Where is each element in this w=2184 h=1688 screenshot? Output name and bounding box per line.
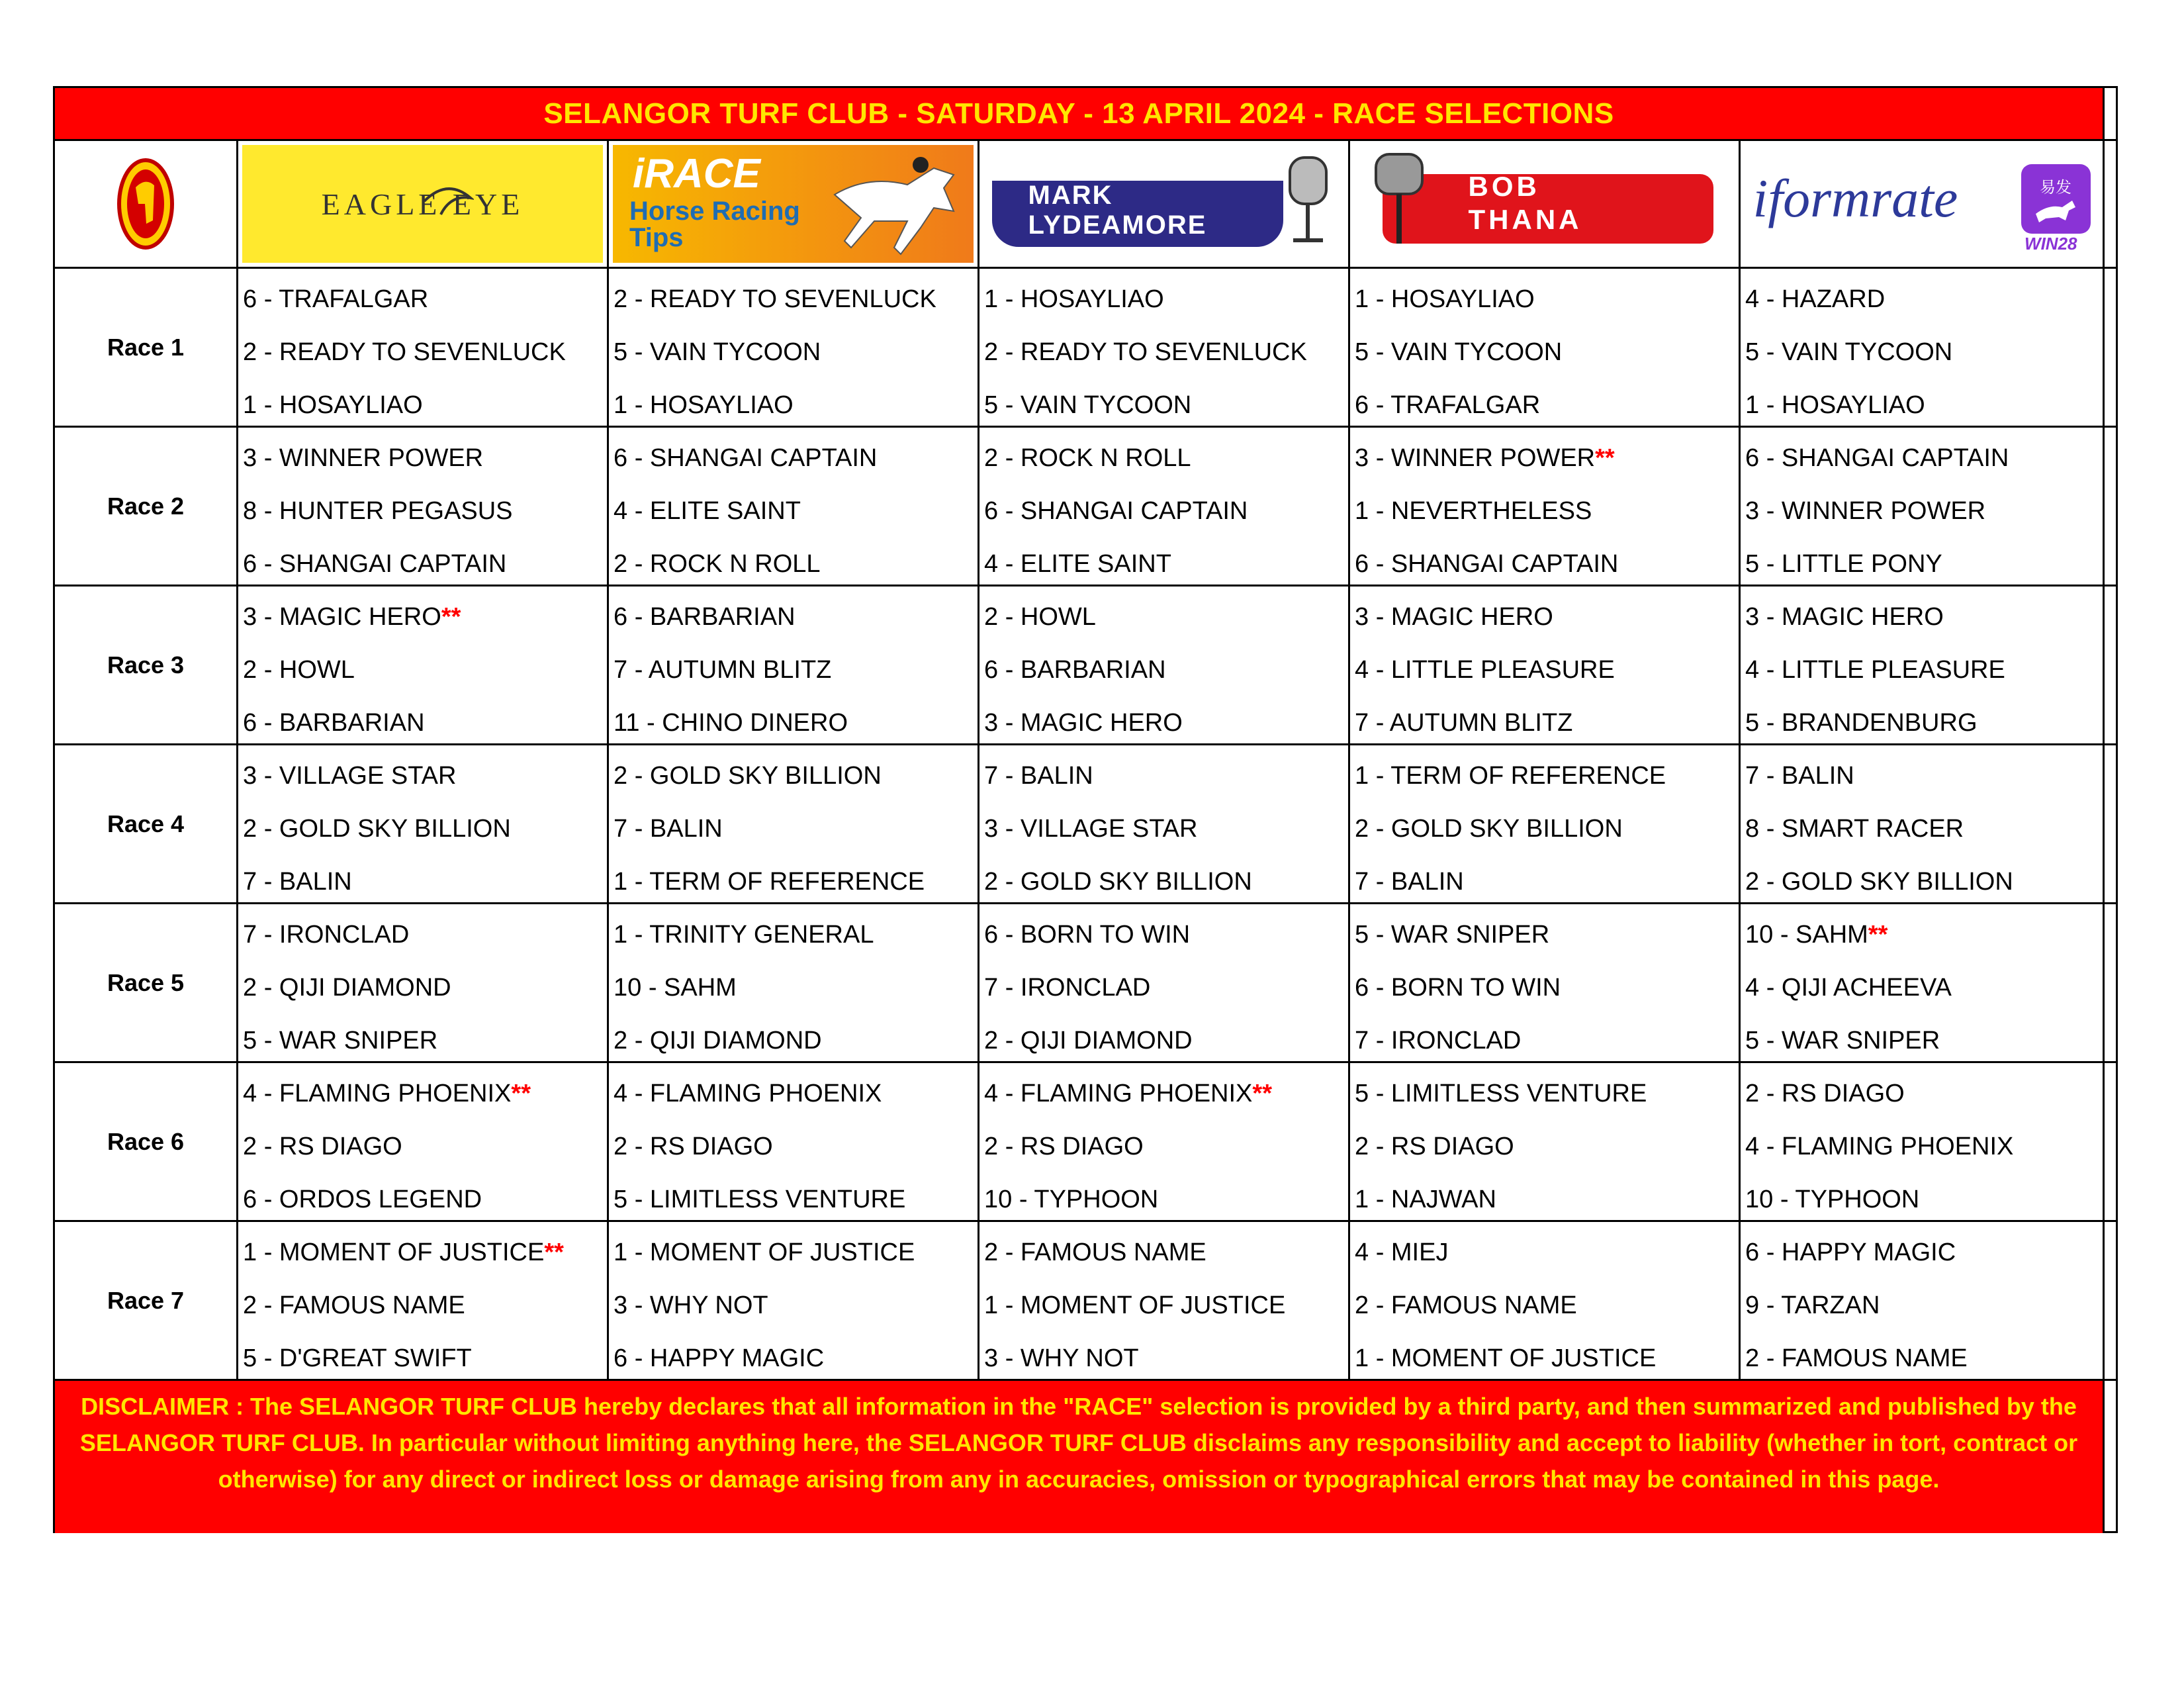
selection-entry: 1 - HOSAYLIAO	[243, 391, 423, 419]
selection-entry: 11 - CHINO DINERO	[614, 709, 848, 737]
disclaimer-line: SELANGOR TURF CLUB. In particular without limiting anything here, the SELANGOR TURF CLUB disclaims any responsibility and accept to liability (whether in tort, contract or	[79, 1429, 2078, 1456]
selection-entry: 6 - BARBARIAN	[984, 656, 1166, 684]
selection-entry: 5 - VAIN TYCOON	[984, 391, 1192, 419]
selection-entry: 6 - SHANGAI CAPTAIN	[984, 497, 1248, 525]
selection-entry: 2 - GOLD SKY BILLION	[243, 815, 511, 843]
selection-entry: 5 - WAR SNIPER	[1355, 921, 1550, 949]
selection-entry: 10 - SAHM	[614, 974, 737, 1002]
grid-line	[236, 139, 238, 1379]
selection-entry: 2 - HOWL	[243, 656, 355, 684]
grid-line	[978, 139, 979, 1379]
selection-entry: 8 - SMART RACER	[1745, 815, 1964, 843]
selection-entry: 4 - MIEJ	[1355, 1239, 1449, 1266]
disclaimer-line: DISCLAIMER : The SELANGOR TURF CLUB hereby declares that all information in the "RACE" selection is provided by a third party, and then summarized and published by the	[81, 1393, 2077, 1420]
selection-entry: 6 - BARBARIAN	[243, 709, 425, 737]
selection-entry: 7 - BALIN	[1745, 762, 1854, 790]
race-label: Race 6	[107, 1127, 185, 1155]
selection-entry: 6 - SHANGAI CAPTAIN	[1745, 444, 2009, 472]
selection-entry: 2 - QIJI DIAMOND	[984, 1027, 1193, 1055]
grid-line	[55, 1379, 2116, 1381]
selection-entry: 5 - WAR SNIPER	[1745, 1027, 1940, 1055]
selection-entry: 1 - MOMENT OF JUSTICE**	[243, 1239, 564, 1266]
selection-entry: 1 - HOSAYLIAO	[1745, 391, 1925, 419]
selection-entry: 7 - IRONCLAD	[243, 921, 410, 949]
selection-entry: 5 - VAIN TYCOON	[1745, 338, 1953, 366]
selection-entry: 1 - MOMENT OF JUSTICE	[1355, 1344, 1657, 1372]
eagle-eye-logo: EAGLE EYE	[238, 141, 607, 267]
top-pick-marker: **	[544, 1239, 564, 1266]
selection-entry: 6 - BARBARIAN	[614, 603, 796, 631]
selection-entry: 4 - FLAMING PHOENIX**	[243, 1080, 531, 1107]
selection-entry: 6 - SHANGAI CAPTAIN	[1355, 550, 1619, 578]
selection-entry: 7 - BALIN	[243, 868, 352, 896]
selection-entry: 7 - BALIN	[614, 815, 723, 843]
top-pick-marker: **	[1252, 1080, 1272, 1107]
grid-line	[55, 743, 2116, 745]
selection-entry: 8 - HUNTER PEGASUS	[243, 497, 513, 525]
selection-entry: 2 - RS DIAGO	[243, 1133, 402, 1160]
selection-entry: 2 - READY TO SEVENLUCK	[243, 338, 566, 366]
selection-entry: 6 - ORDOS LEGEND	[243, 1186, 482, 1213]
grid-line	[55, 1061, 2116, 1063]
selection-entry: 3 - WINNER POWER**	[1355, 444, 1615, 472]
selection-entry: 5 - WAR SNIPER	[243, 1027, 438, 1055]
grid-line	[55, 426, 2116, 428]
top-pick-marker: **	[1595, 444, 1615, 472]
selection-entry: 1 - HOSAYLIAO	[614, 391, 794, 419]
selection-entry: 1 - MOMENT OF JUSTICE	[614, 1239, 915, 1266]
racehorse-icon	[821, 148, 974, 261]
disclaimer-line: otherwise) for any direct or indirect loss or damage arising from any in accuracies, omission or typographical errors that may be contained in this page.	[218, 1466, 1940, 1493]
top-pick-marker: **	[441, 603, 461, 631]
grid-line	[55, 902, 2116, 904]
selection-entry: 3 - MAGIC HERO	[984, 709, 1183, 737]
selection-entry: 1 - NEVERTHELESS	[1355, 497, 1592, 525]
selection-entry: 3 - VILLAGE STAR	[984, 815, 1198, 843]
selection-entry: 2 - QIJI DIAMOND	[243, 974, 451, 1002]
selection-entry: 3 - MAGIC HERO**	[243, 603, 461, 631]
selection-entry: 4 - LITTLE PLEASURE	[1355, 656, 1615, 684]
grid-line	[55, 585, 2116, 586]
selection-entry: 1 - TERM OF REFERENCE	[614, 868, 925, 896]
selection-entry: 5 - BRANDENBURG	[1745, 709, 1978, 737]
selection-entry: 10 - TYPHOON	[1745, 1186, 1920, 1213]
race-label: Race 2	[107, 492, 185, 520]
selection-entry: 7 - AUTUMN BLITZ	[1355, 709, 1573, 737]
race-label: Race 5	[107, 968, 185, 996]
selection-entry: 2 - QIJI DIAMOND	[614, 1027, 822, 1055]
page-title: SELANGOR TURF CLUB - SATURDAY - 13 APRIL 2024 - RACE SELECTIONS	[55, 88, 2103, 139]
selection-entry: 1 - MOMENT OF JUSTICE	[984, 1291, 1286, 1319]
selection-entry: 1 - NAJWAN	[1355, 1186, 1496, 1213]
selection-entry: 2 - READY TO SEVENLUCK	[984, 338, 1307, 366]
race-label: Race 7	[107, 1286, 185, 1314]
selection-entry: 4 - FLAMING PHOENIX**	[984, 1080, 1272, 1107]
microphone-icon	[1369, 151, 1429, 250]
selection-entry: 5 - VAIN TYCOON	[614, 338, 821, 366]
selection-entry: 2 - ROCK N ROLL	[984, 444, 1191, 472]
selection-entry: 2 - GOLD SKY BILLION	[1355, 815, 1623, 843]
selection-entry: 2 - HOWL	[984, 603, 1096, 631]
selection-entry: 7 - AUTUMN BLITZ	[614, 656, 832, 684]
selection-entry: 4 - FLAMING PHOENIX	[614, 1080, 882, 1107]
selection-entry: 1 - TRINITY GENERAL	[614, 921, 874, 949]
selection-entry: 6 - TRAFALGAR	[243, 285, 429, 313]
selection-entry: 10 - SAHM**	[1745, 921, 1888, 949]
selection-entry: 2 - RS DIAGO	[1355, 1133, 1514, 1160]
selection-entry: 5 - LITTLE PONY	[1745, 550, 1942, 578]
grid-line	[55, 1220, 2116, 1222]
race-label: Race 3	[107, 651, 185, 679]
selection-entry: 2 - RS DIAGO	[984, 1133, 1144, 1160]
selection-entry: 7 - IRONCLAD	[1355, 1027, 1522, 1055]
selection-entry: 4 - ELITE SAINT	[984, 550, 1171, 578]
selection-entry: 6 - HAPPY MAGIC	[614, 1344, 825, 1372]
selection-entry: 6 - SHANGAI CAPTAIN	[243, 550, 507, 578]
selection-entry: 5 - VAIN TYCOON	[1355, 338, 1563, 366]
selection-entry: 4 - QIJI ACHEEVA	[1745, 974, 1952, 1002]
grid-line	[607, 139, 609, 1379]
selection-entry: 2 - RS DIAGO	[1745, 1080, 1905, 1107]
selection-entry: 6 - BORN TO WIN	[1355, 974, 1561, 1002]
selection-entry: 2 - FAMOUS NAME	[243, 1291, 465, 1319]
selection-entry: 4 - HAZARD	[1745, 285, 1886, 313]
selection-entry: 2 - GOLD SKY BILLION	[984, 868, 1252, 896]
selection-entry: 1 - HOSAYLIAO	[984, 285, 1164, 313]
selection-entry: 2 - GOLD SKY BILLION	[614, 762, 882, 790]
selection-entry: 7 - BALIN	[984, 762, 1093, 790]
selection-entry: 3 - VILLAGE STAR	[243, 762, 457, 790]
selection-entry: 2 - ROCK N ROLL	[614, 550, 821, 578]
top-pick-marker: **	[511, 1080, 531, 1107]
selection-entry: 5 - D'GREAT SWIFT	[243, 1344, 472, 1372]
selection-entry: 3 - WHY NOT	[614, 1291, 768, 1319]
selection-entry: 2 - READY TO SEVENLUCK	[614, 285, 936, 313]
selection-entry: 2 - FAMOUS NAME	[1745, 1344, 1968, 1372]
top-pick-marker: **	[1868, 921, 1888, 949]
selection-entry: 7 - IRONCLAD	[984, 974, 1151, 1002]
stc-crest-logo	[55, 141, 236, 267]
horse-icon	[2032, 197, 2079, 224]
selection-entry: 4 - FLAMING PHOENIX	[1745, 1133, 2014, 1160]
selection-entry: 3 - MAGIC HERO	[1745, 603, 1944, 631]
selection-entry: 4 - ELITE SAINT	[614, 497, 801, 525]
selection-entry: 6 - HAPPY MAGIC	[1745, 1239, 1956, 1266]
grid-line	[2103, 88, 2105, 1533]
selection-entry: 6 - TRAFALGAR	[1355, 391, 1541, 419]
grid-line	[1348, 139, 1350, 1379]
selection-entry: 10 - TYPHOON	[984, 1186, 1159, 1213]
selection-entry: 7 - BALIN	[1355, 868, 1464, 896]
selection-entry: 5 - LIMITLESS VENTURE	[1355, 1080, 1647, 1107]
selection-entry: 5 - LIMITLESS VENTURE	[614, 1186, 906, 1213]
selection-entry: 2 - FAMOUS NAME	[984, 1239, 1206, 1266]
selection-entry: 2 - FAMOUS NAME	[1355, 1291, 1577, 1319]
selection-entry: 3 - WINNER POWER	[243, 444, 484, 472]
irace-logo: iRACE Horse Racing Tips	[609, 141, 978, 267]
selection-entry: 3 - WHY NOT	[984, 1344, 1139, 1372]
grid-line	[55, 139, 2116, 141]
selection-entry: 6 - BORN TO WIN	[984, 921, 1191, 949]
race-label: Race 1	[107, 333, 185, 361]
iformrate-logo: iformrate 易发 WIN28	[1741, 141, 2103, 267]
selection-entry: 6 - SHANGAI CAPTAIN	[614, 444, 878, 472]
selection-entry: 1 - TERM OF REFERENCE	[1355, 762, 1666, 790]
mark-lydeamore-logo: MARK LYDEAMORE	[979, 141, 1348, 267]
selection-entry: 9 - TARZAN	[1745, 1291, 1880, 1319]
bob-thana-logo: BOB THANA	[1350, 141, 1739, 267]
selection-entry: 4 - LITTLE PLEASURE	[1745, 656, 2005, 684]
race-selections-sheet	[53, 86, 2118, 1533]
grid-line	[55, 267, 2116, 269]
selection-entry: 2 - RS DIAGO	[614, 1133, 773, 1160]
disclaimer	[55, 1380, 2103, 1533]
selection-entry: 1 - HOSAYLIAO	[1355, 285, 1535, 313]
selection-entry: 2 - GOLD SKY BILLION	[1745, 868, 2013, 896]
race-label: Race 4	[107, 810, 185, 837]
selection-entry: 3 - MAGIC HERO	[1355, 603, 1553, 631]
selection-entry: 3 - WINNER POWER	[1745, 497, 1986, 525]
grid-line	[1739, 139, 1741, 1379]
microphone-icon	[1277, 154, 1336, 247]
